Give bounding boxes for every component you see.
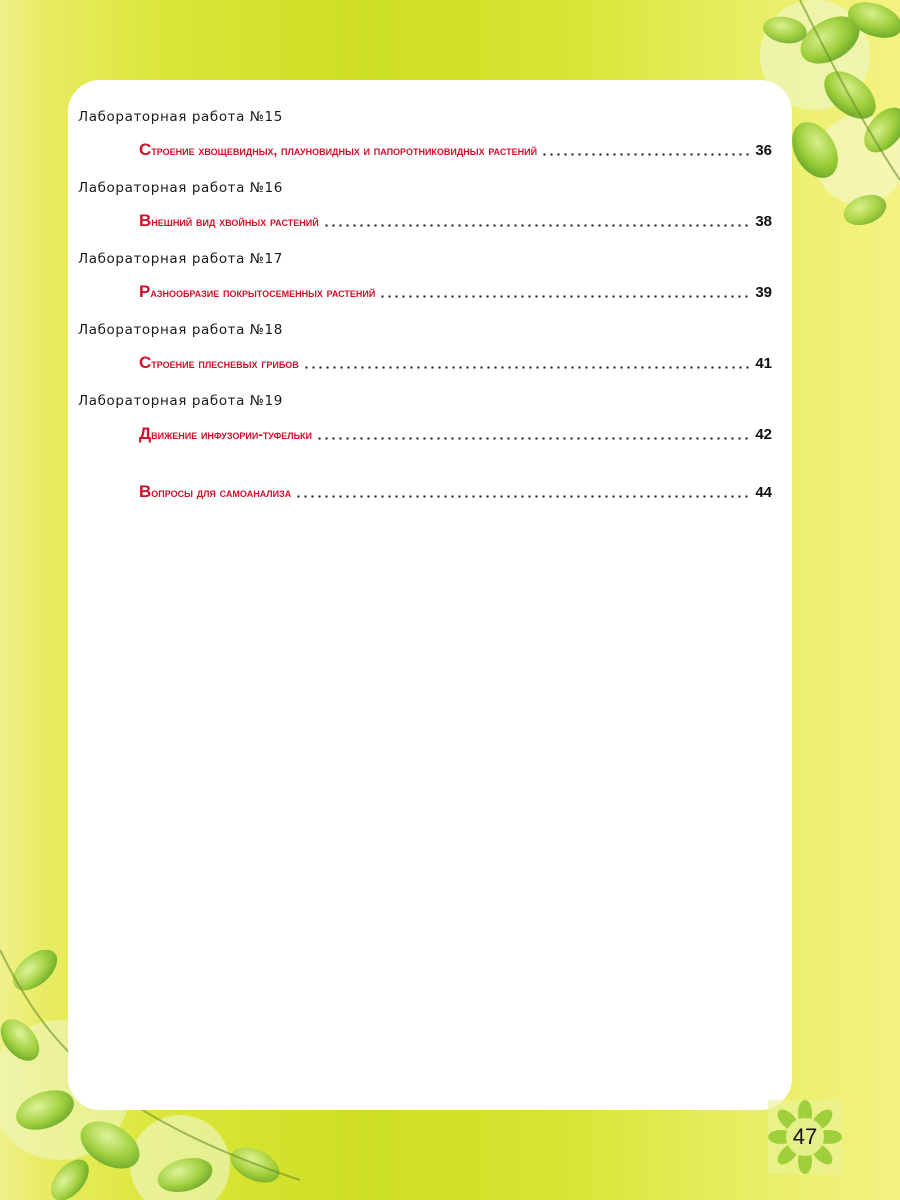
toc-entry-self-check[interactable]	[78, 468, 772, 502]
dot-leader	[323, 224, 752, 227]
toc-line	[139, 351, 772, 373]
toc-line	[139, 209, 772, 231]
toc-entry-lab-17[interactable]	[78, 250, 772, 302]
toc-page-number: 38	[755, 213, 772, 230]
toc-line	[139, 480, 772, 502]
dot-leader	[541, 153, 751, 156]
dot-leader	[295, 495, 751, 498]
toc-page-number: 42	[755, 426, 772, 443]
toc-title: Движение инфузории-туфельки	[139, 424, 312, 443]
dot-leader	[379, 295, 751, 298]
toc-title: Вопросы для самоанализа	[139, 482, 292, 501]
toc-title: Внешний вид хвойных растений	[139, 211, 319, 230]
lab-label: Лабораторная работа №18	[78, 322, 283, 338]
content-panel	[68, 80, 792, 1110]
toc-page-number: 36	[755, 142, 772, 159]
toc-title: Строение плесневых грибов	[139, 353, 299, 372]
toc-line	[139, 138, 772, 160]
page-number: 47	[792, 1124, 818, 1149]
toc-line	[139, 422, 772, 444]
lab-label: Лабораторная работа №19	[78, 393, 283, 409]
toc-line	[139, 280, 772, 302]
lab-label: Лабораторная работа №15	[78, 109, 283, 125]
lab-label: Лабораторная работа №17	[78, 251, 283, 267]
lab-label: Лабораторная работа №16	[78, 180, 283, 196]
toc-page-number: 44	[755, 484, 772, 501]
toc-entry-lab-16[interactable]	[78, 179, 772, 231]
toc-entry-lab-18[interactable]	[78, 321, 772, 373]
toc-page-number: 39	[755, 284, 772, 301]
toc-title: Разнообразие покрытосеменных растений	[139, 282, 376, 301]
toc-entry-lab-19[interactable]	[78, 392, 772, 444]
toc-title: Строение хвощевидных, плауновидных и папоротниковидных растений	[139, 140, 538, 159]
dot-leader	[303, 366, 752, 369]
dot-leader	[316, 437, 751, 440]
toc-page-number: 41	[755, 355, 772, 372]
toc-entry-lab-15[interactable]	[78, 108, 772, 160]
